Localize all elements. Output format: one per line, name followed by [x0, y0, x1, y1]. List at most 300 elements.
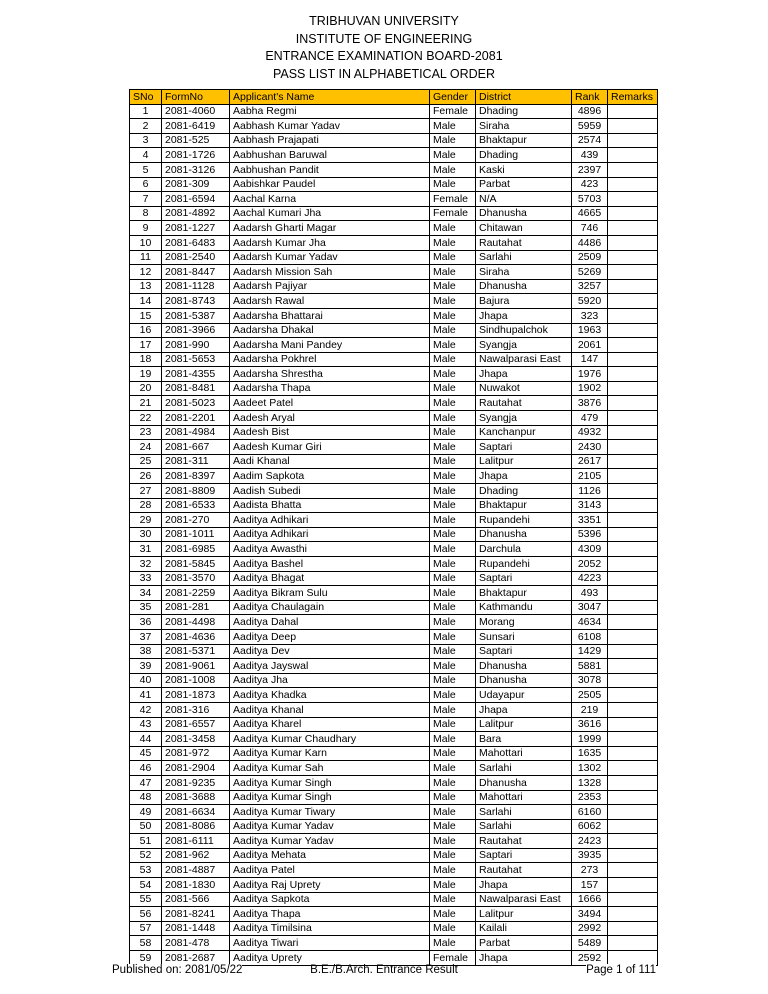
cell-gender: Male: [430, 863, 476, 878]
cell-name: Aadim Sapkota: [230, 469, 430, 484]
cell-formno: 2081-2259: [162, 586, 230, 601]
cell-sno: 47: [130, 775, 162, 790]
cell-name: Aaditya Kumar Yadav: [230, 819, 430, 834]
table-row: [130, 892, 658, 907]
cell-gender: Male: [430, 323, 476, 338]
table-row: [130, 133, 658, 148]
cell-rank: 4223: [572, 571, 608, 586]
cell-gender: Male: [430, 308, 476, 323]
cell-gender: Male: [430, 644, 476, 659]
cell-rank: 5489: [572, 936, 608, 951]
cell-rank: 273: [572, 863, 608, 878]
cell-formno: 2081-6557: [162, 717, 230, 732]
cell-name: Aaditya Raj Uprety: [230, 878, 430, 893]
cell-remarks: [608, 600, 658, 615]
cell-district: Nawalparasi East: [476, 892, 572, 907]
cell-district: Dhading: [476, 148, 572, 163]
cell-district: Mahottari: [476, 746, 572, 761]
cell-district: Siraha: [476, 119, 572, 134]
cell-rank: 5881: [572, 659, 608, 674]
table-row: [130, 469, 658, 484]
title-university: TRIBHUVAN UNIVERSITY: [309, 14, 459, 28]
cell-district: Sarlahi: [476, 250, 572, 265]
cell-formno: 2081-1726: [162, 148, 230, 163]
cell-gender: Male: [430, 162, 476, 177]
cell-gender: Male: [430, 425, 476, 440]
cell-formno: 2081-3458: [162, 732, 230, 747]
results-table: [129, 89, 658, 966]
cell-remarks: [608, 907, 658, 922]
cell-gender: Male: [430, 702, 476, 717]
cell-formno: 2081-1008: [162, 673, 230, 688]
cell-remarks: [608, 279, 658, 294]
cell-sno: 12: [130, 265, 162, 280]
cell-district: Chitawan: [476, 221, 572, 236]
cell-formno: 2081-667: [162, 440, 230, 455]
cell-sno: 2: [130, 119, 162, 134]
cell-sno: 39: [130, 659, 162, 674]
cell-district: Rautahat: [476, 863, 572, 878]
cell-gender: Male: [430, 513, 476, 528]
cell-remarks: [608, 819, 658, 834]
cell-sno: 48: [130, 790, 162, 805]
cell-sno: 26: [130, 469, 162, 484]
cell-district: Bhaktapur: [476, 498, 572, 513]
table-row: [130, 732, 658, 747]
cell-rank: 423: [572, 177, 608, 192]
cell-formno: 2081-962: [162, 848, 230, 863]
cell-rank: 2992: [572, 921, 608, 936]
table-row: [130, 527, 658, 542]
cell-formno: 2081-8086: [162, 819, 230, 834]
column-header-remarks: Remarks: [608, 90, 658, 105]
cell-sno: 6: [130, 177, 162, 192]
table-row: [130, 279, 658, 294]
cell-gender: Male: [430, 819, 476, 834]
cell-rank: 2617: [572, 454, 608, 469]
cell-formno: 2081-309: [162, 177, 230, 192]
cell-remarks: [608, 542, 658, 557]
cell-formno: 2081-9061: [162, 659, 230, 674]
cell-remarks: [608, 790, 658, 805]
cell-district: Darchula: [476, 542, 572, 557]
cell-formno: 2081-2540: [162, 250, 230, 265]
cell-remarks: [608, 834, 658, 849]
cell-sno: 25: [130, 454, 162, 469]
table-row: [130, 440, 658, 455]
cell-district: Siraha: [476, 265, 572, 280]
table-row: [130, 673, 658, 688]
column-header-sno: SNo: [130, 90, 162, 105]
cell-remarks: [608, 250, 658, 265]
cell-district: Saptari: [476, 571, 572, 586]
cell-sno: 37: [130, 629, 162, 644]
cell-formno: 2081-4355: [162, 367, 230, 382]
cell-rank: 2505: [572, 688, 608, 703]
cell-rank: 3935: [572, 848, 608, 863]
table-row: [130, 834, 658, 849]
cell-formno: 2081-311: [162, 454, 230, 469]
cell-name: Aadesh Bist: [230, 425, 430, 440]
cell-name: Aaditya Adhikari: [230, 527, 430, 542]
cell-rank: 2509: [572, 250, 608, 265]
cell-gender: Male: [430, 615, 476, 630]
cell-district: Dhanusha: [476, 673, 572, 688]
cell-district: Sunsari: [476, 629, 572, 644]
cell-sno: 38: [130, 644, 162, 659]
cell-rank: 5703: [572, 192, 608, 207]
cell-name: Aabha Regmi: [230, 104, 430, 119]
cell-name: Aaditya Thapa: [230, 907, 430, 922]
cell-district: Nawalparasi East: [476, 352, 572, 367]
cell-rank: 2052: [572, 557, 608, 572]
cell-name: Aabhash Kumar Yadav: [230, 119, 430, 134]
cell-rank: 2574: [572, 133, 608, 148]
table-row: [130, 484, 658, 499]
cell-remarks: [608, 352, 658, 367]
cell-district: Jhapa: [476, 702, 572, 717]
cell-gender: Male: [430, 659, 476, 674]
cell-rank: 493: [572, 586, 608, 601]
table-row: [130, 425, 658, 440]
cell-sno: 59: [130, 951, 162, 966]
cell-gender: Female: [430, 206, 476, 221]
cell-formno: 2081-1873: [162, 688, 230, 703]
cell-sno: 28: [130, 498, 162, 513]
cell-name: Aadish Subedi: [230, 484, 430, 499]
cell-gender: Male: [430, 294, 476, 309]
cell-rank: 3078: [572, 673, 608, 688]
cell-formno: 2081-6533: [162, 498, 230, 513]
table-row: [130, 294, 658, 309]
cell-name: Aaditya Sapkota: [230, 892, 430, 907]
cell-formno: 2081-6985: [162, 542, 230, 557]
cell-gender: Female: [430, 951, 476, 966]
cell-rank: 3257: [572, 279, 608, 294]
cell-remarks: [608, 848, 658, 863]
cell-rank: 2061: [572, 338, 608, 353]
cell-sno: 3: [130, 133, 162, 148]
cell-rank: 5959: [572, 119, 608, 134]
cell-rank: 1328: [572, 775, 608, 790]
cell-name: Aaditya Dev: [230, 644, 430, 659]
cell-remarks: [608, 557, 658, 572]
cell-sno: 50: [130, 819, 162, 834]
cell-remarks: [608, 571, 658, 586]
cell-sno: 36: [130, 615, 162, 630]
cell-gender: Male: [430, 133, 476, 148]
cell-district: Syangja: [476, 338, 572, 353]
cell-district: Jhapa: [476, 367, 572, 382]
table-row: [130, 878, 658, 893]
cell-rank: 439: [572, 148, 608, 163]
table-row: [130, 775, 658, 790]
cell-remarks: [608, 469, 658, 484]
cell-rank: 1963: [572, 323, 608, 338]
cell-district: Saptari: [476, 848, 572, 863]
cell-name: Aaditya Kumar Karn: [230, 746, 430, 761]
cell-name: Aaditya Jayswal: [230, 659, 430, 674]
cell-name: Aadarsh Pajiyar: [230, 279, 430, 294]
table-row: [130, 761, 658, 776]
cell-gender: Male: [430, 746, 476, 761]
cell-remarks: [608, 338, 658, 353]
cell-formno: 2081-4498: [162, 615, 230, 630]
table-row: [130, 367, 658, 382]
cell-sno: 10: [130, 235, 162, 250]
cell-district: Udayapur: [476, 688, 572, 703]
cell-formno: 2081-8241: [162, 907, 230, 922]
cell-sno: 58: [130, 936, 162, 951]
cell-rank: 4896: [572, 104, 608, 119]
cell-formno: 2081-1830: [162, 878, 230, 893]
cell-gender: Male: [430, 673, 476, 688]
cell-rank: 2423: [572, 834, 608, 849]
cell-district: Bajura: [476, 294, 572, 309]
table-row: [130, 586, 658, 601]
cell-formno: 2081-5653: [162, 352, 230, 367]
cell-name: Aaditya Kumar Yadav: [230, 834, 430, 849]
cell-gender: Male: [430, 542, 476, 557]
table-row: [130, 863, 658, 878]
cell-district: Mahottari: [476, 790, 572, 805]
cell-remarks: [608, 148, 658, 163]
cell-name: Aabishkar Paudel: [230, 177, 430, 192]
cell-district: Sarlahi: [476, 819, 572, 834]
cell-sno: 51: [130, 834, 162, 849]
cell-rank: 6108: [572, 629, 608, 644]
cell-gender: Male: [430, 484, 476, 499]
cell-name: Aaditya Uprety: [230, 951, 430, 966]
cell-district: Sarlahi: [476, 805, 572, 820]
cell-gender: Male: [430, 848, 476, 863]
cell-sno: 42: [130, 702, 162, 717]
cell-remarks: [608, 411, 658, 426]
cell-remarks: [608, 235, 658, 250]
table-row: [130, 951, 658, 966]
cell-formno: 2081-5371: [162, 644, 230, 659]
cell-formno: 2081-6483: [162, 235, 230, 250]
cell-remarks: [608, 104, 658, 119]
cell-sno: 35: [130, 600, 162, 615]
cell-gender: Male: [430, 250, 476, 265]
cell-name: Aadi Khanal: [230, 454, 430, 469]
cell-gender: Male: [430, 878, 476, 893]
column-header-district: District: [476, 90, 572, 105]
cell-formno: 2081-1011: [162, 527, 230, 542]
cell-remarks: [608, 206, 658, 221]
cell-name: Aaditya Kumar Tiwary: [230, 805, 430, 820]
cell-formno: 2081-972: [162, 746, 230, 761]
cell-district: Kanchanpur: [476, 425, 572, 440]
cell-remarks: [608, 936, 658, 951]
cell-remarks: [608, 775, 658, 790]
cell-remarks: [608, 396, 658, 411]
cell-formno: 2081-316: [162, 702, 230, 717]
cell-name: Aaditya Kumar Singh: [230, 775, 430, 790]
cell-remarks: [608, 629, 658, 644]
cell-sno: 18: [130, 352, 162, 367]
table-row: [130, 615, 658, 630]
cell-district: Bhaktapur: [476, 133, 572, 148]
cell-sno: 5: [130, 162, 162, 177]
cell-rank: 1976: [572, 367, 608, 382]
table-row: [130, 936, 658, 951]
cell-formno: 2081-1448: [162, 921, 230, 936]
cell-rank: 5269: [572, 265, 608, 280]
cell-sno: 33: [130, 571, 162, 586]
table-row: [130, 542, 658, 557]
cell-formno: 2081-1128: [162, 279, 230, 294]
cell-district: Jhapa: [476, 951, 572, 966]
cell-gender: Male: [430, 907, 476, 922]
table-row: [130, 702, 658, 717]
table-row: [130, 338, 658, 353]
cell-formno: 2081-4887: [162, 863, 230, 878]
cell-formno: 2081-8481: [162, 381, 230, 396]
cell-remarks: [608, 805, 658, 820]
cell-rank: 2105: [572, 469, 608, 484]
cell-formno: 2081-281: [162, 600, 230, 615]
cell-gender: Male: [430, 396, 476, 411]
cell-district: Dhading: [476, 484, 572, 499]
cell-sno: 49: [130, 805, 162, 820]
cell-remarks: [608, 425, 658, 440]
cell-formno: 2081-270: [162, 513, 230, 528]
cell-district: Dhading: [476, 104, 572, 119]
cell-sno: 29: [130, 513, 162, 528]
table-row: [130, 221, 658, 236]
cell-name: Aachal Kumari Jha: [230, 206, 430, 221]
cell-formno: 2081-2904: [162, 761, 230, 776]
table-row: [130, 600, 658, 615]
cell-gender: Male: [430, 600, 476, 615]
cell-remarks: [608, 484, 658, 499]
cell-rank: 3494: [572, 907, 608, 922]
cell-gender: Male: [430, 775, 476, 790]
cell-rank: 4932: [572, 425, 608, 440]
table-row: [130, 819, 658, 834]
cell-formno: 2081-6594: [162, 192, 230, 207]
cell-rank: 157: [572, 878, 608, 893]
table-row: [130, 308, 658, 323]
cell-remarks: [608, 951, 658, 966]
cell-formno: 2081-478: [162, 936, 230, 951]
cell-district: Jhapa: [476, 469, 572, 484]
cell-sno: 20: [130, 381, 162, 396]
cell-remarks: [608, 878, 658, 893]
cell-district: Rautahat: [476, 834, 572, 849]
cell-remarks: [608, 133, 658, 148]
cell-gender: Male: [430, 732, 476, 747]
cell-gender: Male: [430, 411, 476, 426]
cell-rank: 2397: [572, 162, 608, 177]
cell-rank: 4634: [572, 615, 608, 630]
cell-rank: 4486: [572, 235, 608, 250]
cell-formno: 2081-5845: [162, 557, 230, 572]
cell-name: Aadarsha Dhakal: [230, 323, 430, 338]
table-row: [130, 206, 658, 221]
cell-remarks: [608, 659, 658, 674]
table-row: [130, 148, 658, 163]
cell-rank: 3047: [572, 600, 608, 615]
cell-gender: Male: [430, 367, 476, 382]
cell-district: Saptari: [476, 440, 572, 455]
cell-formno: 2081-2687: [162, 951, 230, 966]
cell-gender: Male: [430, 279, 476, 294]
cell-gender: Male: [430, 717, 476, 732]
cell-rank: 4309: [572, 542, 608, 557]
table-row: [130, 848, 658, 863]
cell-gender: Male: [430, 936, 476, 951]
document-header: [0, 0, 768, 83]
cell-rank: 5396: [572, 527, 608, 542]
cell-gender: Male: [430, 440, 476, 455]
cell-rank: 746: [572, 221, 608, 236]
cell-sno: 54: [130, 878, 162, 893]
cell-remarks: [608, 265, 658, 280]
cell-sno: 27: [130, 484, 162, 499]
cell-sno: 21: [130, 396, 162, 411]
cell-formno: 2081-2201: [162, 411, 230, 426]
cell-sno: 45: [130, 746, 162, 761]
cell-rank: 479: [572, 411, 608, 426]
cell-rank: 2430: [572, 440, 608, 455]
cell-name: Aaditya Tiwari: [230, 936, 430, 951]
cell-name: Aadarsha Thapa: [230, 381, 430, 396]
cell-formno: 2081-1227: [162, 221, 230, 236]
column-header-gender: Gender: [430, 90, 476, 105]
cell-name: Aadarsha Bhattarai: [230, 308, 430, 323]
cell-rank: 323: [572, 308, 608, 323]
cell-remarks: [608, 323, 658, 338]
cell-district: Rautahat: [476, 396, 572, 411]
cell-district: Nuwakot: [476, 381, 572, 396]
table-row: [130, 644, 658, 659]
cell-remarks: [608, 892, 658, 907]
cell-remarks: [608, 308, 658, 323]
cell-sno: 30: [130, 527, 162, 542]
cell-rank: 4665: [572, 206, 608, 221]
table-row: [130, 250, 658, 265]
cell-gender: Male: [430, 892, 476, 907]
cell-name: Aadesh Kumar Giri: [230, 440, 430, 455]
cell-rank: 6160: [572, 805, 608, 820]
table-row: [130, 805, 658, 820]
cell-remarks: [608, 294, 658, 309]
table-row: [130, 746, 658, 761]
cell-district: Sarlahi: [476, 761, 572, 776]
cell-name: Aadesh Aryal: [230, 411, 430, 426]
table-row: [130, 629, 658, 644]
cell-name: Aaditya Bikram Sulu: [230, 586, 430, 601]
cell-gender: Male: [430, 761, 476, 776]
cell-rank: 6062: [572, 819, 608, 834]
cell-gender: Male: [430, 454, 476, 469]
cell-name: Aaditya Khadka: [230, 688, 430, 703]
cell-formno: 2081-5387: [162, 308, 230, 323]
footer-page-number: Page 1 of 111: [586, 964, 656, 976]
cell-gender: Male: [430, 381, 476, 396]
cell-formno: 2081-6419: [162, 119, 230, 134]
table-row: [130, 454, 658, 469]
cell-remarks: [608, 761, 658, 776]
cell-name: Aaditya Adhikari: [230, 513, 430, 528]
cell-rank: 5920: [572, 294, 608, 309]
cell-name: Aabhash Prajapati: [230, 133, 430, 148]
cell-name: Aadarsh Gharti Magar: [230, 221, 430, 236]
cell-district: Jhapa: [476, 878, 572, 893]
